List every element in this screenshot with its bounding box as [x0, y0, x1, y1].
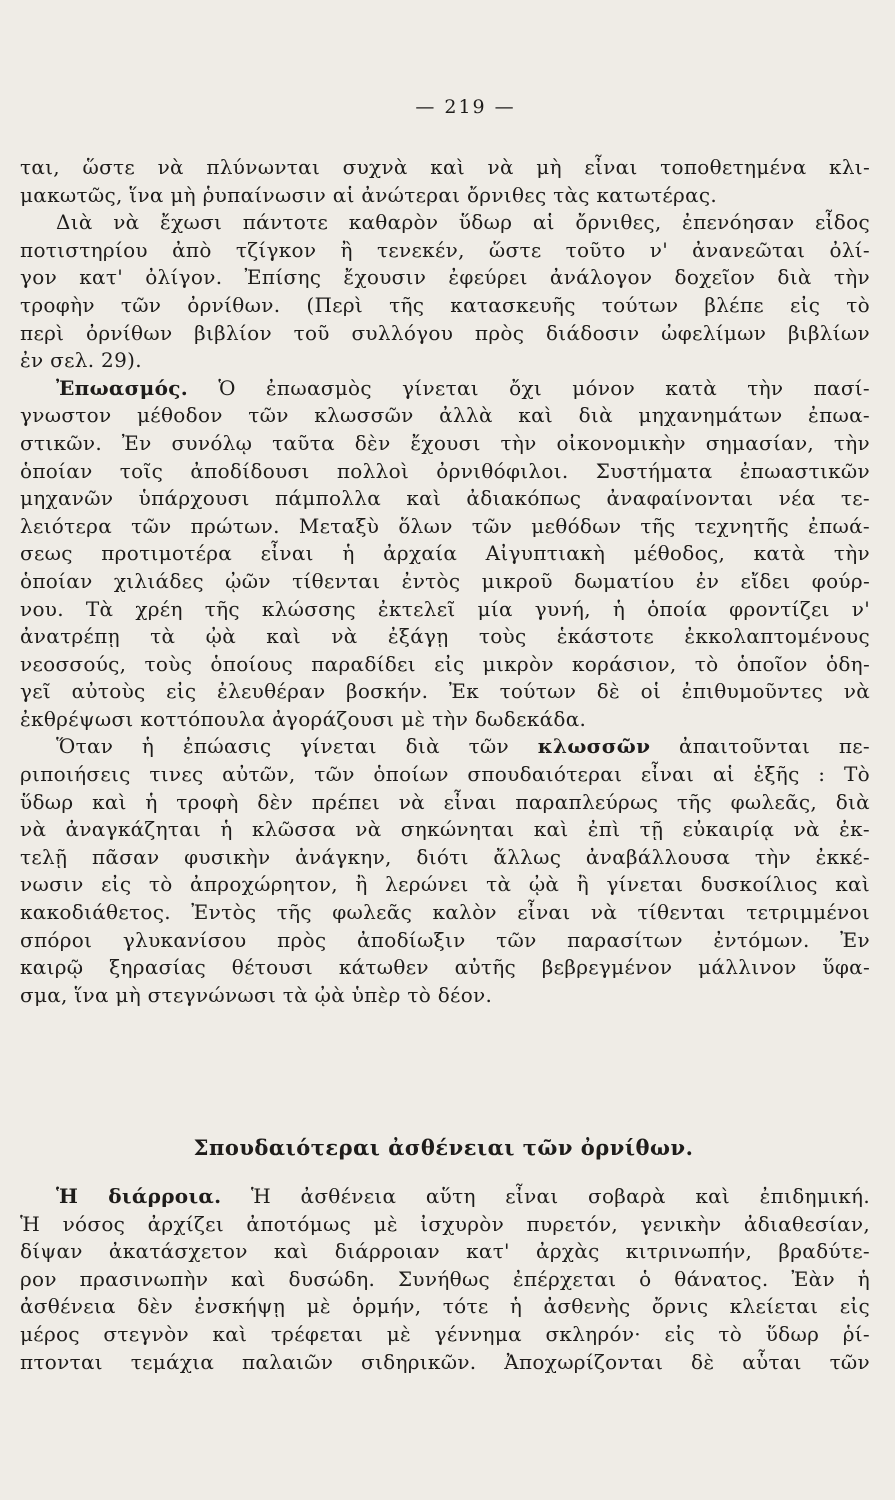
- text-line: γνωστον μέθοδον τῶν κλωσσῶν ἀλλὰ καὶ διὰ μηχανημάτων ἐπωα-: [20, 403, 870, 428]
- paragraph-text: ἀπαιτοῦνται πε-: [679, 734, 870, 759]
- text-line: ἐκθρέψωσι κοττόπουλα ἀγοράζουσι μὲ τὴν δωδεκάδα.: [20, 706, 587, 731]
- text-line: γον κατ' ὀλίγον. Ἐπίσης ἔχουσιν ἐφεύρει ἀνάλογον δοχεῖον διὰ τὴν: [20, 265, 870, 290]
- text-line: μέρος στεγνὸν καὶ τρέφεται μὲ γέννημα σκληρόν· εἰς τὸ ὕδωρ ῥί-: [20, 1321, 870, 1346]
- text-line: ποτιστηρίου ἀπὸ τζίγκον ἢ τενεκέν, ὥστε τοῦτο ν' ἀνανεῶται ὀλί-: [20, 237, 870, 262]
- body-text-upper: [20, 154, 870, 1009]
- body-text-lower: [20, 1183, 870, 1376]
- text-line: σεως προτιμοτέρα εἶναι ἡ ἀρχαία Αἰγυπτιακὴ μέθοδος, κατὰ τὴν: [20, 541, 870, 566]
- section-heading: Σπουδαιότεραι ἀσθένειαι τῶν ὀρνίθων.: [193, 1135, 694, 1160]
- paragraph-lead: Ἐπωασμός.: [56, 375, 188, 400]
- text-line: ται, ὥστε νὰ πλύνωνται συχνὰ καὶ νὰ μὴ εἶναι τοποθετημένα κλι-: [20, 155, 870, 179]
- paragraph-text: Ὁ ἐπωασμὸς γίνεται ὄχι μόνον κατὰ τὴν πασί-: [218, 375, 870, 400]
- text-line: νου. Τὰ χρέη τῆς κλώσσης ἐκτελεῖ μία γυνή, ἡ ὁποία φροντίζει ν': [20, 596, 870, 621]
- text-line: σμα, ἵνα μὴ στεγνώνωσι τὰ ᾠὰ ὑπὲρ τὸ δέον.: [20, 982, 493, 1007]
- text-line: ρον πρασινωπὴν καὶ δυσώδη. Συνήθως ἐπέρχεται ὁ θάνατος. Ἐὰν ἡ: [20, 1266, 870, 1291]
- text-line: νὰ ἀναγκάζηται ἡ κλῶσσα νὰ σηκώνηται καὶ ἐπὶ τῇ εὐκαιρίᾳ νὰ ἐκ-: [20, 817, 870, 842]
- text-line: τροφὴν τῶν ὀρνίθων. (Περὶ τῆς κατασκευῆς τούτων βλέπε εἰς τὸ: [20, 292, 870, 317]
- page-number: — 219 —: [415, 96, 516, 118]
- text-line: ὁποίαν χιλιάδες ᾠῶν τίθενται ἐντὸς μικροῦ δωματίου ἐν εἴδει φούρ-: [20, 568, 870, 593]
- text-line: ριποιήσεις τινες αὐτῶν, τῶν ὁποίων σπουδαιότεραι εἶναι αἱ ἑξῆς : Τὸ: [20, 762, 870, 787]
- text-line: καιρῷ ξηρασίας θέτουσι κάτωθεν αὐτῆς βεβρεγμένον μάλλινον ὕφα-: [20, 955, 870, 980]
- emphasis-text: κλωσσῶν: [537, 734, 651, 759]
- text-line: [20, 733, 870, 761]
- text-line: μακωτῶς, ἵνα μὴ ῥυπαίνωσιν αἱ ἀνώτεραι ὄρνιθες τὰς κατωτέρας.: [20, 182, 718, 207]
- text-line: ἀνατρέπῃ τὰ ᾠὰ καὶ νὰ ἐξάγῃ τοὺς ἑκάστοτε ἐκκολαπτομένους: [20, 624, 870, 649]
- text-line: στικῶν. Ἐν συνόλῳ ταῦτα δὲν ἔχουσι τὴν οἰκονομικὴν σημασίαν, τὴν: [20, 430, 870, 455]
- text-line: νωσιν εἰς τὸ ἀπροχώρητον, ἢ λερώνει τὰ ᾠὰ ἢ γίνεται δυσκοίλιος καὶ: [20, 872, 870, 897]
- paragraph-lead: Ἡ διάρροια.: [56, 1184, 222, 1208]
- text-line: κακοδιάθετος. Ἐντὸς τῆς φωλεᾶς καλὸν εἶναι νὰ τίθενται τετριμμένοι: [20, 900, 870, 925]
- text-line: λειότερα τῶν πρώτων. Μεταξὺ ὅλων τῶν μεθόδων τῆς τεχνητῆς ἐπωά-: [20, 513, 870, 538]
- text-line: τελῇ πᾶσαν φυσικὴν ἀνάγκην, διότι ἄλλως ἀναβάλλουσα τὴν ἐκκέ-: [20, 844, 870, 869]
- text-line: Διὰ νὰ ἔχωσι πάντοτε καθαρὸν ὕδωρ αἱ ὄρνιθες, ἐπενόησαν εἶδος: [56, 210, 870, 235]
- text-line: ὁποίαν τοῖς ἀποδίδουσι πολλοὶ ὀρνιθόφιλοι. Συστήματα ἐπωαστικῶν: [20, 458, 870, 483]
- text-line: Ἡ νόσος ἀρχίζει ἀποτόμως μὲ ἰσχυρὸν πυρετόν, γενικὴν ἀδιαθεσίαν,: [20, 1211, 870, 1236]
- text-line: ἀσθένεια δὲν ἐνσκήψῃ μὲ ὁρμήν, τότε ἡ ἀσθενὴς ὄρνις κλείεται εἰς: [20, 1294, 870, 1319]
- paragraph-text: Ὅταν ἡ ἐπώασις γίνεται διὰ τῶν: [56, 734, 510, 759]
- text-line: [20, 1183, 870, 1211]
- text-line: νεοσσούς, τοὺς ὁποίους παραδίδει εἰς μικρὸν κοράσιον, τὸ ὁποῖον ὁδη-: [20, 651, 870, 676]
- text-line: ἐν σελ. 29).: [20, 348, 142, 373]
- paragraph-text: Ἡ ἀσθένεια αὕτη εἶναι σοβαρὰ καὶ ἐπιδημική.: [250, 1184, 870, 1208]
- text-line: [20, 375, 870, 403]
- text-line: ὕδωρ καὶ ἡ τροφὴ δὲν πρέπει νὰ εἶναι παραπλεύρως τῆς φωλεᾶς, διὰ: [20, 789, 870, 814]
- text-line: πτονται τεμάχια παλαιῶν σιδηρικῶν. Ἀποχωρίζονται δὲ αὗται τῶν: [20, 1349, 870, 1374]
- text-line: σπόροι γλυκανίσου πρὸς ἀποδίωξιν τῶν παρασίτων ἐντόμων. Ἐν: [20, 927, 870, 952]
- text-line: δίψαν ἀκατάσχετον καὶ διάρροιαν κατ' ἀρχὰς κιτρινωπήν, βραδύτε-: [20, 1239, 870, 1264]
- text-line: γεῖ αὐτοὺς εἰς ἐλευθέραν βοσκήν. Ἐκ τούτων δὲ οἱ ἐπιθυμοῦντες νὰ: [20, 679, 870, 704]
- text-line: περὶ ὀρνίθων βιβλίον τοῦ συλλόγου πρὸς διάδοσιν ὠφελίμων βιβλίων: [20, 320, 870, 345]
- text-line: μηχανῶν ὑπάρχουσι πάμπολλα καὶ ἀδιακόπως ἀναφαίνονται νέα τε-: [20, 486, 870, 511]
